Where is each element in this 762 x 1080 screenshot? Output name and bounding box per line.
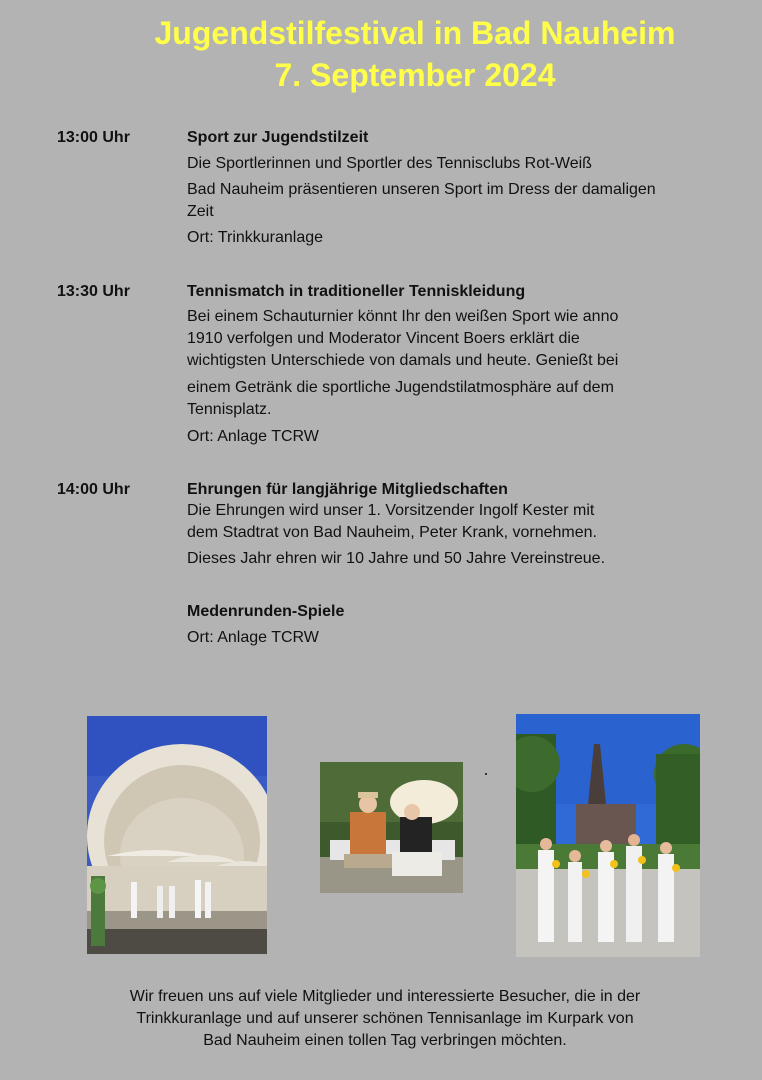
- event-time: 14:00 Uhr: [57, 481, 130, 498]
- event-text: Bad Nauheim präsentieren unseren Sport im Dress der damaligen: [187, 181, 656, 198]
- event-title: Sport zur Jugendstilzeit: [187, 129, 369, 146]
- event-text: Zeit: [187, 203, 214, 220]
- event-title: Medenrunden-Spiele: [187, 603, 345, 620]
- event-text: Tennisplatz.: [187, 401, 272, 418]
- event-time: 13:30 Uhr: [57, 283, 130, 300]
- footer-line: Bad Nauheim einen tollen Tag verbringen möchten.: [203, 1032, 567, 1049]
- footer-text: [0, 986, 762, 1052]
- footer-line: Trinkkuranlage und auf unserer schönen Tennisanlage im Kurpark von: [136, 1010, 634, 1027]
- event-location: Ort: Anlage TCRW: [187, 629, 319, 646]
- footer-line: Wir freuen uns auf viele Mitglieder und interessierte Besucher, die in der: [129, 988, 641, 1005]
- event-location: Ort: Trinkkuranlage: [187, 229, 324, 246]
- event-title: Tennismatch in traditioneller Tenniskleidung: [187, 283, 526, 300]
- photo-pavilion: [87, 716, 267, 954]
- event-text: Die Ehrungen wird unser 1. Vorsitzender Ingolf Kester mit: [187, 502, 595, 519]
- event-text: einem Getränk die sportliche Jugendstilatmosphäre auf dem: [187, 379, 614, 396]
- event-text: wichtigsten Unterschiede von damals und heute. Genießt bei: [187, 352, 619, 369]
- event-time: 13:00 Uhr: [57, 129, 130, 146]
- photo-group: [516, 714, 700, 957]
- event-text: Bei einem Schauturnier könnt Ihr den weißen Sport wie anno: [187, 308, 619, 325]
- stray-dot: [485, 773, 487, 775]
- event-text: Die Sportlerinnen und Sportler des Tennisclubs Rot-Weiß: [187, 155, 592, 172]
- page-date: 7. September 2024: [274, 57, 556, 93]
- page-title: Jugendstilfestival in Bad Nauheim: [154, 15, 676, 51]
- photo-couple: [320, 762, 463, 893]
- event-text: Dieses Jahr ehren wir 10 Jahre und 50 Jahre Vereinstreue.: [187, 550, 606, 567]
- event-title: Ehrungen für langjährige Mitgliedschaften: [187, 481, 508, 498]
- event-text: dem Stadtrat von Bad Nauheim, Peter Krank, vornehmen.: [187, 524, 597, 541]
- event-location: Ort: Anlage TCRW: [187, 428, 319, 445]
- event-text: 1910 verfolgen und Moderator Vincent Boers erklärt die: [187, 330, 580, 347]
